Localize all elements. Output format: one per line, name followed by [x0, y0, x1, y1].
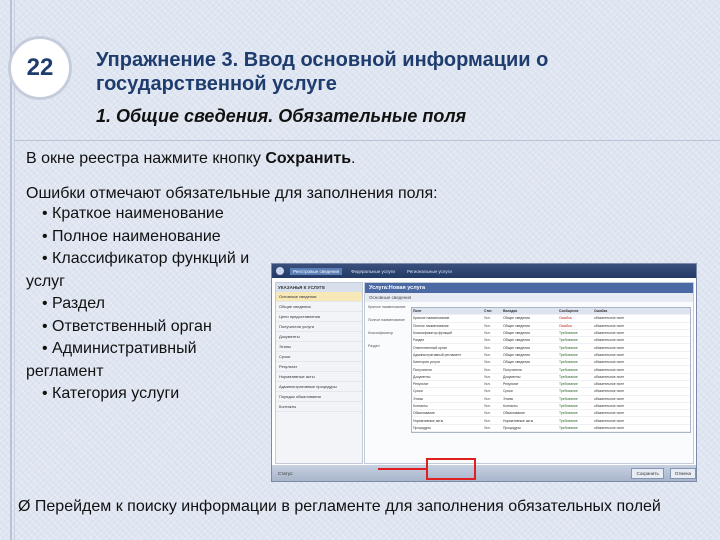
table-cell: Требование	[559, 374, 578, 379]
tab-federal[interactable]: Федеральные услуги	[351, 268, 395, 274]
grid-header: Поле Стат. Вкладка Сообщение Ошибка	[412, 308, 690, 315]
table-cell: обязательное поле	[594, 345, 625, 350]
table-cell: Нормативные акты	[503, 418, 534, 423]
table-cell: обязательное поле	[594, 418, 625, 423]
table-cell: Раздел	[413, 338, 425, 343]
slide-number-badge	[8, 36, 72, 100]
table-row[interactable]	[412, 381, 690, 388]
table-cell: Результат	[413, 382, 429, 387]
table-row[interactable]	[412, 410, 690, 417]
table-cell: Получатели	[503, 367, 522, 372]
table-cell: Усл.	[484, 374, 491, 379]
list-item: • Классификатор функций и	[42, 250, 250, 267]
table-cell: Требование	[559, 396, 578, 401]
highlight-arrow	[378, 468, 426, 470]
table-cell: обязательное поле	[594, 396, 625, 401]
tab-regional[interactable]: Региональные услуги	[406, 268, 452, 274]
slide-title: Упражнение 3. Ввод основной информации о государственной услуге	[96, 49, 549, 95]
table-cell: Категория услуги	[413, 360, 440, 365]
table-cell: обязательное поле	[594, 404, 625, 408]
table-cell: Усл.	[484, 331, 491, 336]
instruction-button-name: Сохранить	[265, 150, 352, 167]
table-cell: обязательное поле	[594, 338, 625, 343]
table-cell: обязательное поле	[594, 331, 625, 336]
slide-number: 22	[26, 54, 54, 81]
table-row[interactable]	[412, 396, 690, 403]
table-cell: Усл.	[484, 323, 491, 328]
table-cell: Усл.	[484, 360, 491, 365]
next-step-text: Ø Перейдем к поиску информации в регламенте для заполнения обязательных полей	[18, 498, 661, 515]
form-label: Полное наименование	[368, 318, 405, 322]
table-row[interactable]	[412, 315, 690, 322]
table-cell: обязательное поле	[594, 316, 625, 321]
table-row[interactable]	[412, 388, 690, 395]
table-cell: Требование	[559, 425, 578, 430]
table-cell: Краткое наименование	[413, 316, 450, 321]
table-cell: Требование	[559, 360, 578, 365]
table-cell: Усл.	[484, 411, 491, 416]
table-row[interactable]	[412, 403, 690, 410]
table-cell: Документы	[503, 374, 521, 379]
save-button-highlight	[426, 458, 476, 480]
table-cell: Процедуры	[413, 425, 431, 430]
table-cell: обязательное поле	[594, 367, 625, 372]
form-label: Раздел	[368, 344, 380, 348]
table-cell: Требование	[559, 352, 578, 357]
table-cell: Усл.	[484, 352, 491, 357]
instruction-post: .	[351, 150, 356, 167]
list-item: • Краткое наименование	[42, 205, 224, 222]
table-cell: Общие сведения	[503, 316, 530, 321]
form-label: Краткое наименование	[368, 305, 406, 309]
list-item: • Категория услуги	[42, 385, 180, 402]
sidebar-header: УКАЗАНЬЯ К УСЛУГЕ	[276, 283, 362, 292]
table-row[interactable]	[412, 323, 690, 330]
sidebar-item[interactable]: Результат	[276, 362, 362, 372]
table-cell: Ошибка	[559, 316, 572, 321]
required-fields-list	[26, 203, 296, 406]
app-sidebar	[275, 282, 363, 464]
errors-grid	[411, 307, 691, 433]
table-cell: Ошибка	[559, 323, 572, 328]
app-bottom-bar	[272, 465, 697, 481]
table-cell: Результат	[503, 382, 519, 387]
table-cell: Усл.	[484, 425, 491, 430]
list-item: • Ответственный орган	[42, 317, 212, 335]
table-cell: Усл.	[484, 396, 491, 401]
sidebar-item[interactable]: Цели предоставления	[276, 312, 362, 322]
table-cell: Усл.	[484, 338, 491, 343]
table-cell: Общие сведения	[503, 323, 530, 328]
sidebar-item[interactable]: Основные сведения	[276, 292, 362, 302]
table-cell: Сроки	[503, 389, 513, 394]
table-cell: Усл.	[484, 389, 491, 394]
sidebar-item[interactable]: Сроки	[276, 352, 362, 362]
table-row[interactable]	[412, 337, 690, 344]
table-cell: обязательное поле	[594, 382, 625, 387]
table-cell: Общие сведения	[503, 360, 530, 365]
sidebar-item[interactable]: Нормативные акты	[276, 372, 362, 382]
table-cell: Этапы	[503, 396, 514, 401]
table-cell: Усл.	[484, 316, 491, 321]
app-top-bar	[272, 264, 696, 278]
table-row[interactable]	[412, 417, 690, 424]
table-cell: обязательное поле	[594, 352, 625, 357]
service-subtitle: Основные сведения	[365, 293, 693, 302]
app-main-panel	[364, 282, 694, 464]
save-button[interactable]: Сохранить	[631, 468, 663, 479]
table-cell: обязательное поле	[594, 323, 625, 328]
cancel-button[interactable]: Отмена	[670, 468, 696, 479]
table-cell: обязательное поле	[594, 374, 625, 379]
slide-subtitle: 1. Общие сведения. Обязательные поля	[96, 106, 467, 126]
table-cell: Требование	[559, 411, 578, 416]
table-cell: Получатели	[413, 367, 432, 372]
table-cell: Полное наименование	[413, 323, 449, 328]
table-cell: Требование	[559, 418, 578, 423]
table-cell: обязательное поле	[594, 425, 625, 430]
errors-intro: Ошибки отмечают обязательные для заполнения поля:	[26, 185, 438, 202]
table-cell: Общие сведения	[503, 352, 530, 357]
table-cell: Общие сведения	[503, 345, 530, 350]
status-label: Статус:	[278, 470, 294, 476]
instruction-text	[26, 150, 355, 168]
table-cell: Контакты	[503, 404, 518, 408]
sidebar-item[interactable]: Административные процедуры	[276, 382, 362, 392]
table-cell: Требование	[559, 345, 578, 350]
table-row[interactable]	[412, 352, 690, 359]
table-cell: Усл.	[484, 418, 491, 423]
table-cell: Классификатор функций	[413, 331, 452, 336]
form-labels	[368, 305, 408, 357]
list-item: • Раздел	[42, 295, 105, 312]
table-cell: Усл.	[484, 382, 491, 387]
table-row[interactable]	[412, 366, 690, 373]
sidebar-item[interactable]: Общие сведения	[276, 302, 362, 312]
table-cell: Общие сведения	[503, 338, 530, 343]
table-cell: Сроки	[413, 389, 423, 394]
divider	[14, 140, 720, 141]
list-item: • Полное наименование	[42, 227, 221, 245]
table-cell: Требование	[559, 331, 578, 336]
table-cell: Требование	[559, 389, 578, 394]
table-row[interactable]	[412, 359, 690, 366]
tab-registry[interactable]: Реестровые сведения	[290, 268, 342, 275]
table-cell: Усл.	[484, 404, 491, 408]
list-item-continuation: услуг	[26, 272, 65, 290]
app-logo-icon	[276, 267, 284, 275]
sidebar-item[interactable]: Получатели услуги	[276, 322, 362, 332]
table-cell: Обжалование	[503, 411, 525, 416]
instruction-pre: В окне реестра нажмите кнопку	[26, 150, 266, 167]
table-cell: Обжалование	[413, 411, 435, 416]
sidebar-item[interactable]: Этапы	[276, 342, 362, 352]
table-cell: Усл.	[484, 367, 491, 372]
table-cell: обязательное поле	[594, 360, 625, 365]
table-cell: Документы	[413, 374, 431, 379]
list-item: • Административный	[42, 340, 197, 357]
table-cell: обязательное поле	[594, 389, 625, 394]
table-cell: Ответственный орган	[413, 345, 447, 350]
table-cell: Требование	[559, 338, 578, 343]
sidebar-item[interactable]: Документы	[276, 332, 362, 342]
list-item-continuation: регламент	[26, 362, 104, 380]
table-row[interactable]	[412, 330, 690, 337]
sidebar-item[interactable]: Контакты	[276, 402, 362, 412]
table-cell: Процедуры	[503, 425, 521, 430]
table-cell: Нормативные акты	[413, 418, 444, 423]
table-cell: Требование	[559, 404, 578, 408]
table-cell: Контакты	[413, 404, 428, 408]
table-row[interactable]	[412, 374, 690, 381]
form-label: Классификатор	[368, 331, 394, 335]
table-row[interactable]	[412, 344, 690, 351]
table-cell: Усл.	[484, 345, 491, 350]
table-cell: Требование	[559, 382, 578, 387]
app-screenshot	[271, 263, 697, 482]
table-cell: обязательное поле	[594, 411, 625, 416]
table-row[interactable]	[412, 425, 690, 432]
table-cell: Административный регламент	[413, 352, 462, 357]
table-cell: Общие сведения	[503, 331, 530, 336]
sidebar-item[interactable]: Порядок обжалования	[276, 392, 362, 402]
service-title: Услуга:Новая услуга	[365, 283, 693, 293]
table-cell: Этапы	[413, 396, 424, 401]
table-cell: Требование	[559, 367, 578, 372]
